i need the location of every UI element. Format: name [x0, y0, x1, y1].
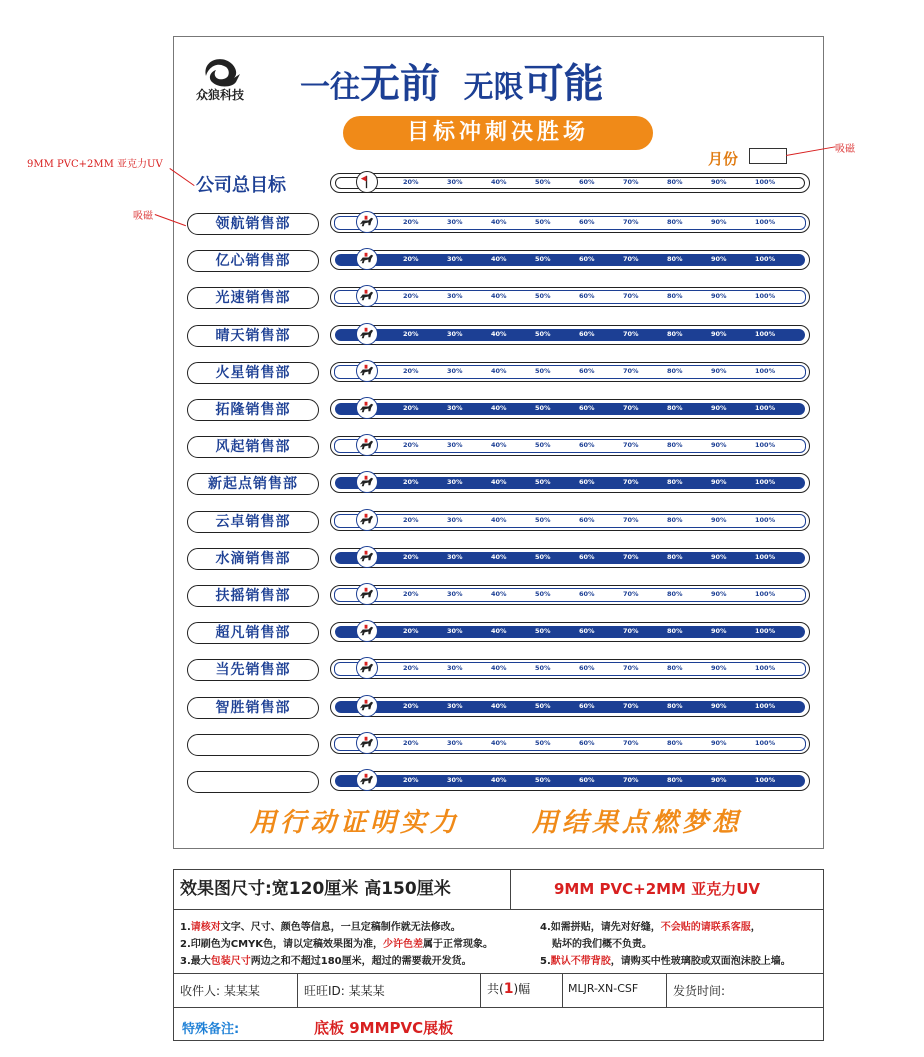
percent-mark: 20%: [403, 255, 419, 263]
percent-mark: 70%: [623, 367, 639, 375]
percent-mark: 30%: [447, 664, 463, 672]
percent-mark: 30%: [447, 178, 463, 186]
percent-mark: 100%: [755, 404, 776, 412]
percent-mark: 20%: [403, 367, 419, 375]
department-label: [187, 771, 319, 793]
percent-mark: 30%: [447, 255, 463, 263]
title-part-b: 无前: [360, 61, 440, 107]
horse-rider-icon[interactable]: [356, 434, 378, 456]
percent-mark: 50%: [535, 178, 551, 186]
percent-mark: 40%: [491, 627, 507, 635]
department-label: 风起销售部: [187, 436, 319, 458]
department-label: [187, 734, 319, 756]
percent-mark: 20%: [403, 478, 419, 486]
percent-mark: 100%: [755, 702, 776, 710]
percent-mark: 50%: [535, 516, 551, 524]
percent-mark: 70%: [623, 776, 639, 784]
percent-mark: 80%: [667, 330, 683, 338]
divider: [174, 909, 823, 910]
percent-mark: 100%: [755, 330, 776, 338]
percent-mark: 100%: [755, 478, 776, 486]
special-note-label: 特殊备注:: [182, 1022, 240, 1037]
note-2: 2.印刷色为CMYK色，请以定稿效果图为准，少许色差属于正常现象。: [180, 939, 494, 950]
progress-track: [330, 511, 810, 531]
percent-mark: 20%: [403, 178, 419, 186]
progress-track: [330, 287, 810, 307]
percent-mark: 20%: [403, 218, 419, 226]
percent-mark: 90%: [711, 627, 727, 635]
percent-mark: 20%: [403, 776, 419, 784]
note-3: 3.最大包装尺寸两边之和不超过180厘米，超过的需要裁开发货。: [180, 956, 472, 967]
slogan-right: 用结果点燃梦想: [532, 808, 743, 838]
percent-mark: 50%: [535, 404, 551, 412]
percent-mark: 60%: [579, 516, 595, 524]
percent-mark: 30%: [447, 330, 463, 338]
recipient: 收件人: 某某某: [180, 984, 260, 998]
percent-mark: 40%: [491, 553, 507, 561]
horse-rider-icon[interactable]: [356, 695, 378, 717]
percent-mark: 70%: [623, 255, 639, 263]
logo-text: 众狼科技: [195, 88, 244, 102]
percent-mark: 50%: [535, 441, 551, 449]
percent-mark: 30%: [447, 776, 463, 784]
title-part-c: 无限: [463, 70, 524, 105]
percent-mark: 20%: [403, 702, 419, 710]
percent-mark: 30%: [447, 702, 463, 710]
percent-mark: 60%: [579, 404, 595, 412]
percent-mark: 60%: [579, 292, 595, 300]
percent-mark: 60%: [579, 590, 595, 598]
horse-rider-icon[interactable]: [356, 546, 378, 568]
percent-mark: 40%: [491, 739, 507, 747]
percent-mark: 90%: [711, 218, 727, 226]
horse-rider-icon[interactable]: [356, 732, 378, 754]
percent-mark: 30%: [447, 478, 463, 486]
company-goal-track: [330, 173, 810, 193]
percent-mark: 40%: [491, 178, 507, 186]
magnet-annotation-right: 吸磁: [835, 144, 855, 155]
percent-mark: 100%: [755, 178, 776, 186]
percent-mark: 50%: [535, 218, 551, 226]
percent-mark: 50%: [535, 367, 551, 375]
percent-mark: 90%: [711, 776, 727, 784]
subtitle-banner: 目标冲刺决胜场: [343, 116, 653, 150]
percent-mark: 30%: [447, 553, 463, 561]
divider: [480, 973, 481, 1007]
percent-mark: 90%: [711, 478, 727, 486]
percent-mark: 40%: [491, 478, 507, 486]
piece-count: 共(1)幅: [487, 981, 531, 997]
percent-mark: 30%: [447, 441, 463, 449]
progress-track: [330, 325, 810, 345]
percent-mark: 70%: [623, 739, 639, 747]
divider: [510, 870, 511, 909]
progress-track: [330, 697, 810, 717]
percent-mark: 60%: [579, 218, 595, 226]
percent-mark: 40%: [491, 255, 507, 263]
percent-mark: 80%: [667, 590, 683, 598]
department-label: 云卓销售部: [187, 511, 319, 533]
percent-mark: 50%: [535, 255, 551, 263]
percent-mark: 90%: [711, 367, 727, 375]
horse-rider-icon[interactable]: [356, 509, 378, 531]
percent-mark: 60%: [579, 627, 595, 635]
progress-track: [330, 659, 810, 679]
percent-mark: 80%: [667, 367, 683, 375]
percent-mark: 90%: [711, 292, 727, 300]
percent-mark: 70%: [623, 330, 639, 338]
special-note-value: 底板 9MMPVC展板: [314, 1019, 454, 1037]
horse-rider-icon[interactable]: [356, 248, 378, 270]
percent-mark: 60%: [579, 367, 595, 375]
percent-mark: 70%: [623, 404, 639, 412]
month-label: 月份: [708, 150, 739, 168]
percent-mark: 40%: [491, 367, 507, 375]
percent-mark: 100%: [755, 218, 776, 226]
slogan-left: 用行动证明实力: [250, 808, 461, 838]
magnet-annotation-left: 吸磁: [133, 211, 153, 222]
percent-mark: 100%: [755, 292, 776, 300]
material-annotation: 9MM PVC+2MM 亚克力UV: [27, 159, 163, 170]
department-label: 新起点销售部: [187, 473, 319, 495]
title-part-a: 一往: [300, 70, 360, 105]
percent-mark: 70%: [623, 292, 639, 300]
note-5: 5.默认不带背胶，请购买中性玻璃胶或双面泡沫胶上墙。: [540, 956, 791, 967]
percent-mark: 80%: [667, 255, 683, 263]
percent-mark: 60%: [579, 739, 595, 747]
percent-mark: 80%: [667, 178, 683, 186]
percent-mark: 20%: [403, 330, 419, 338]
percent-mark: 30%: [447, 404, 463, 412]
note-4: 4.如需拼贴，请先对好缝，不会贴的请联系客服，: [540, 922, 761, 933]
horse-rider-icon[interactable]: [356, 769, 378, 791]
percent-mark: 100%: [755, 553, 776, 561]
main-title: [300, 52, 700, 109]
percent-mark: 40%: [491, 330, 507, 338]
percent-mark: 90%: [711, 404, 727, 412]
percent-mark: 30%: [447, 367, 463, 375]
percent-mark: 70%: [623, 590, 639, 598]
percent-mark: 20%: [403, 553, 419, 561]
percent-mark: 30%: [447, 739, 463, 747]
percent-mark: 20%: [403, 516, 419, 524]
horse-rider-icon[interactable]: [356, 620, 378, 642]
progress-track: [330, 771, 810, 791]
department-label: 火星销售部: [187, 362, 319, 384]
percent-mark: 40%: [491, 590, 507, 598]
progress-track: [330, 473, 810, 493]
percent-mark: 20%: [403, 664, 419, 672]
percent-mark: 80%: [667, 664, 683, 672]
percent-mark: 90%: [711, 178, 727, 186]
horse-rider-icon[interactable]: [356, 360, 378, 382]
divider: [174, 973, 823, 974]
percent-mark: 90%: [711, 702, 727, 710]
percent-mark: 80%: [667, 776, 683, 784]
percent-mark: 80%: [667, 553, 683, 561]
note-4-cont: 贴坏的我们概不负责。: [552, 939, 652, 950]
percent-mark: 20%: [403, 404, 419, 412]
department-label: 亿心销售部: [187, 250, 319, 272]
divider: [174, 1007, 823, 1008]
percent-mark: 90%: [711, 590, 727, 598]
percent-mark: 70%: [623, 664, 639, 672]
percent-mark: 80%: [667, 627, 683, 635]
horse-rider-icon[interactable]: [356, 397, 378, 419]
horse-rider-icon[interactable]: [356, 471, 378, 493]
percent-mark: 60%: [579, 255, 595, 263]
percent-mark: 80%: [667, 516, 683, 524]
percent-mark: 70%: [623, 178, 639, 186]
percent-mark: 20%: [403, 441, 419, 449]
percent-mark: 100%: [755, 627, 776, 635]
percent-mark: 80%: [667, 292, 683, 300]
percent-mark: 90%: [711, 739, 727, 747]
percent-mark: 50%: [535, 664, 551, 672]
percent-mark: 100%: [755, 739, 776, 747]
percent-mark: 30%: [447, 590, 463, 598]
size-info: 效果图尺寸:宽120厘米 高150厘米: [180, 879, 451, 899]
percent-mark: 50%: [535, 553, 551, 561]
horse-rider-icon[interactable]: [356, 323, 378, 345]
percent-mark: 70%: [623, 218, 639, 226]
percent-mark: 50%: [535, 627, 551, 635]
divider: [297, 973, 298, 1007]
percent-mark: 50%: [535, 330, 551, 338]
percent-mark: 90%: [711, 516, 727, 524]
spec-table: [173, 869, 824, 1041]
percent-mark: 70%: [623, 702, 639, 710]
percent-mark: 20%: [403, 627, 419, 635]
horse-rider-icon[interactable]: [356, 583, 378, 605]
percent-mark: 60%: [579, 178, 595, 186]
percent-mark: 20%: [403, 292, 419, 300]
percent-mark: 60%: [579, 330, 595, 338]
progress-track: [330, 399, 810, 419]
percent-mark: 90%: [711, 664, 727, 672]
percent-mark: 100%: [755, 367, 776, 375]
progress-track: [330, 250, 810, 270]
percent-mark: 80%: [667, 478, 683, 486]
percent-mark: 50%: [535, 776, 551, 784]
percent-mark: 40%: [491, 404, 507, 412]
progress-track: [330, 734, 810, 754]
department-label: 领航销售部: [187, 213, 319, 235]
percent-mark: 40%: [491, 664, 507, 672]
percent-mark: 100%: [755, 776, 776, 784]
progress-track: [330, 436, 810, 456]
percent-mark: 30%: [447, 627, 463, 635]
horse-rider-icon[interactable]: [356, 657, 378, 679]
percent-mark: 90%: [711, 553, 727, 561]
product-code: MLJR-XN-CSF: [568, 982, 639, 995]
percent-mark: 80%: [667, 404, 683, 412]
month-box: [749, 148, 787, 164]
percent-mark: 80%: [667, 739, 683, 747]
wangwang-id: 旺旺ID: 某某某: [304, 984, 385, 998]
percent-mark: 30%: [447, 516, 463, 524]
department-label: 扶摇销售部: [187, 585, 319, 607]
department-label: 晴天销售部: [187, 325, 319, 347]
divider: [666, 973, 667, 1007]
percent-mark: 30%: [447, 218, 463, 226]
ship-time: 发货时间:: [673, 984, 726, 998]
horse-rider-icon[interactable]: [356, 285, 378, 307]
progress-track: [330, 362, 810, 382]
percent-mark: 100%: [755, 516, 776, 524]
percent-mark: 90%: [711, 330, 727, 338]
percent-mark: 40%: [491, 292, 507, 300]
percent-mark: 90%: [711, 255, 727, 263]
percent-mark: 100%: [755, 664, 776, 672]
department-label: 水滴销售部: [187, 548, 319, 570]
percent-mark: 80%: [667, 441, 683, 449]
percent-mark: 30%: [447, 292, 463, 300]
percent-mark: 70%: [623, 553, 639, 561]
percent-mark: 50%: [535, 590, 551, 598]
percent-mark: 70%: [623, 478, 639, 486]
percent-mark: 40%: [491, 516, 507, 524]
title-part-d: 可能: [523, 61, 604, 107]
percent-mark: 40%: [491, 441, 507, 449]
percent-mark: 100%: [755, 255, 776, 263]
company-goal-title: 公司总目标: [196, 175, 286, 196]
percent-mark: 60%: [579, 478, 595, 486]
percent-mark: 100%: [755, 441, 776, 449]
percent-mark: 40%: [491, 218, 507, 226]
progress-track: [330, 548, 810, 568]
percent-mark: 60%: [579, 702, 595, 710]
percent-mark: 60%: [579, 441, 595, 449]
percent-mark: 50%: [535, 702, 551, 710]
percent-mark: 80%: [667, 702, 683, 710]
percent-mark: 60%: [579, 776, 595, 784]
progress-track: [330, 213, 810, 233]
percent-mark: 60%: [579, 553, 595, 561]
divider: [562, 973, 563, 1007]
progress-track: [330, 585, 810, 605]
department-label: 当先销售部: [187, 659, 319, 681]
note-1: 1.请核对文字、尺寸、颜色等信息，一旦定稿制作就无法修改。: [180, 922, 461, 933]
percent-mark: 20%: [403, 739, 419, 747]
department-label: 智胜销售部: [187, 697, 319, 719]
horse-rider-icon[interactable]: [356, 211, 378, 233]
department-label: 拓隆销售部: [187, 399, 319, 421]
material-info: 9MM PVC+2MM 亚克力UV: [554, 880, 760, 898]
percent-mark: 40%: [491, 702, 507, 710]
percent-mark: 50%: [535, 478, 551, 486]
percent-mark: 70%: [623, 441, 639, 449]
percent-mark: 50%: [535, 739, 551, 747]
department-label: 光速销售部: [187, 287, 319, 309]
percent-mark: 60%: [579, 664, 595, 672]
percent-mark: 90%: [711, 441, 727, 449]
progress-track: [330, 622, 810, 642]
percent-mark: 70%: [623, 627, 639, 635]
percent-mark: 20%: [403, 590, 419, 598]
percent-mark: 40%: [491, 776, 507, 784]
department-label: 超凡销售部: [187, 622, 319, 644]
percent-mark: 80%: [667, 218, 683, 226]
percent-mark: 70%: [623, 516, 639, 524]
percent-mark: 100%: [755, 590, 776, 598]
percent-mark: 50%: [535, 292, 551, 300]
